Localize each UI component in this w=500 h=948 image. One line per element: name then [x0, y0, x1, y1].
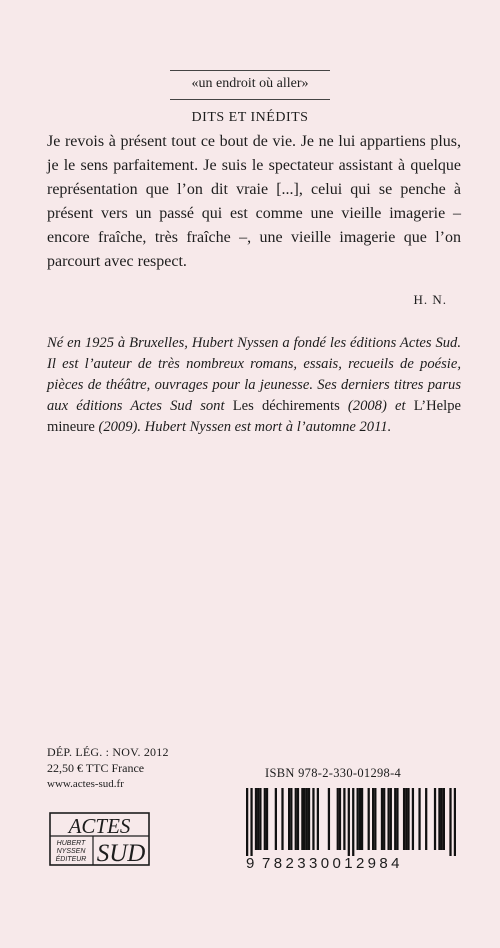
- barcode-guard-bar: [352, 788, 354, 856]
- barcode-bar: [303, 788, 305, 850]
- barcode-bar: [337, 788, 339, 850]
- series-quote: «un endroit où aller»: [191, 76, 309, 91]
- logo-small-3: ÉDITEUR: [55, 856, 87, 863]
- series-title: DITS ET INÉDITS: [191, 110, 309, 125]
- barcode-guard-bar: [454, 788, 456, 856]
- barcode-bar: [281, 788, 283, 850]
- barcode-bar: [434, 788, 436, 850]
- barcode-bar: [357, 788, 359, 850]
- barcode-bar: [257, 788, 259, 850]
- barcode-bar: [339, 788, 341, 850]
- series-top-rule: [170, 70, 330, 71]
- author-bio: [47, 333, 461, 438]
- bio-title-2: L’Helpe mineure: [47, 398, 461, 435]
- logo-sud: SUD: [96, 840, 146, 866]
- bio-title-1: Les déchirements: [232, 398, 340, 414]
- barcode-bar: [396, 788, 398, 850]
- barcode-guard-bar: [449, 788, 451, 856]
- barcode-bar: [383, 788, 385, 850]
- excerpt-text: Je revois à présent tout ce bout de vie. Je ne lui appartiens plus, je le sens parfaitement. Je suis le spectateur assistant à quelque représentation que l’on dit vraie [...], celui qui se penche à présent vers un passé qui est comme une vieille imagerie – encore fraîche, très fraîche –, une vieille imagerie que l’on parcourt avec respect.: [47, 133, 461, 270]
- isbn-barcode: [246, 788, 456, 873]
- barcode-bar: [405, 788, 407, 850]
- barcode-bar: [372, 788, 374, 850]
- legal-deposit: DÉP. LÉG. : NOV. 2012: [47, 745, 169, 759]
- actes-sud-logo: [49, 812, 150, 866]
- barcode-bar: [264, 788, 266, 850]
- barcode-bar: [418, 788, 420, 850]
- barcode-digits: 782330012984: [262, 855, 403, 872]
- barcode-bar: [368, 788, 370, 850]
- barcode-bar: [390, 788, 392, 850]
- barcode-bar: [317, 788, 319, 850]
- series-bottom-rule: [170, 99, 330, 100]
- barcode-bar: [297, 788, 299, 850]
- barcode-bars: [246, 788, 456, 856]
- barcode-bar: [288, 788, 290, 850]
- barcode-bar: [295, 788, 297, 850]
- barcode-bar: [308, 788, 310, 850]
- barcode-bar: [407, 788, 409, 850]
- bio-part-3: (2009). Hubert Nyssen est mort à l’automne 2011.: [94, 419, 392, 435]
- barcode-bar: [438, 788, 440, 850]
- excerpt-signature: H. N.: [413, 292, 447, 307]
- barcode-bar: [441, 788, 443, 850]
- barcode-bar: [359, 788, 361, 850]
- barcode-bar: [306, 788, 308, 850]
- barcode-bar: [387, 788, 389, 850]
- barcode-bar: [301, 788, 303, 850]
- barcode-bar: [425, 788, 427, 850]
- barcode-bar: [403, 788, 405, 850]
- barcode-bar: [394, 788, 396, 850]
- logo-actes: ACTES: [68, 814, 131, 838]
- barcode-bar: [361, 788, 363, 850]
- bio-part-1: Né en 1925 à Bruxelles, Hubert Nyssen a fondé les éditions Actes Sud. Il est l’auteur de très nombreux romans, essais, recueils de poésie, pièces de théâtre, ouvrages pour la jeunesse. Ses derniers titres parus aux éditions Actes Sud sont: [47, 335, 461, 414]
- barcode-bar: [259, 788, 261, 850]
- logo-small-1: HUBERT: [56, 840, 86, 847]
- barcode-bar: [443, 788, 445, 850]
- legal-info: [47, 744, 169, 792]
- isbn-label: ISBN 978-2-330-01298-4: [265, 766, 402, 780]
- price: 22,50 € TTC France: [47, 761, 145, 775]
- barcode-guard-bar: [348, 788, 350, 856]
- barcode-bar: [343, 788, 345, 850]
- barcode-bar: [255, 788, 257, 850]
- barcode-bar: [290, 788, 292, 850]
- barcode-bar: [374, 788, 376, 850]
- bio-part-2: (2008) et: [339, 398, 414, 414]
- barcode-bar: [381, 788, 383, 850]
- series-header: [0, 70, 500, 126]
- logo-small-2: NYSSEN: [56, 848, 86, 855]
- barcode-first-digit: 9: [246, 855, 255, 872]
- barcode-bar: [312, 788, 314, 850]
- barcode-guard-bar: [246, 788, 248, 856]
- barcode-bar: [412, 788, 414, 850]
- barcode-bar: [328, 788, 330, 850]
- barcode-guard-bar: [250, 788, 252, 856]
- barcode-bar: [275, 788, 277, 850]
- website-link[interactable]: www.actes-sud.fr: [47, 778, 124, 790]
- barcode-bar: [266, 788, 268, 850]
